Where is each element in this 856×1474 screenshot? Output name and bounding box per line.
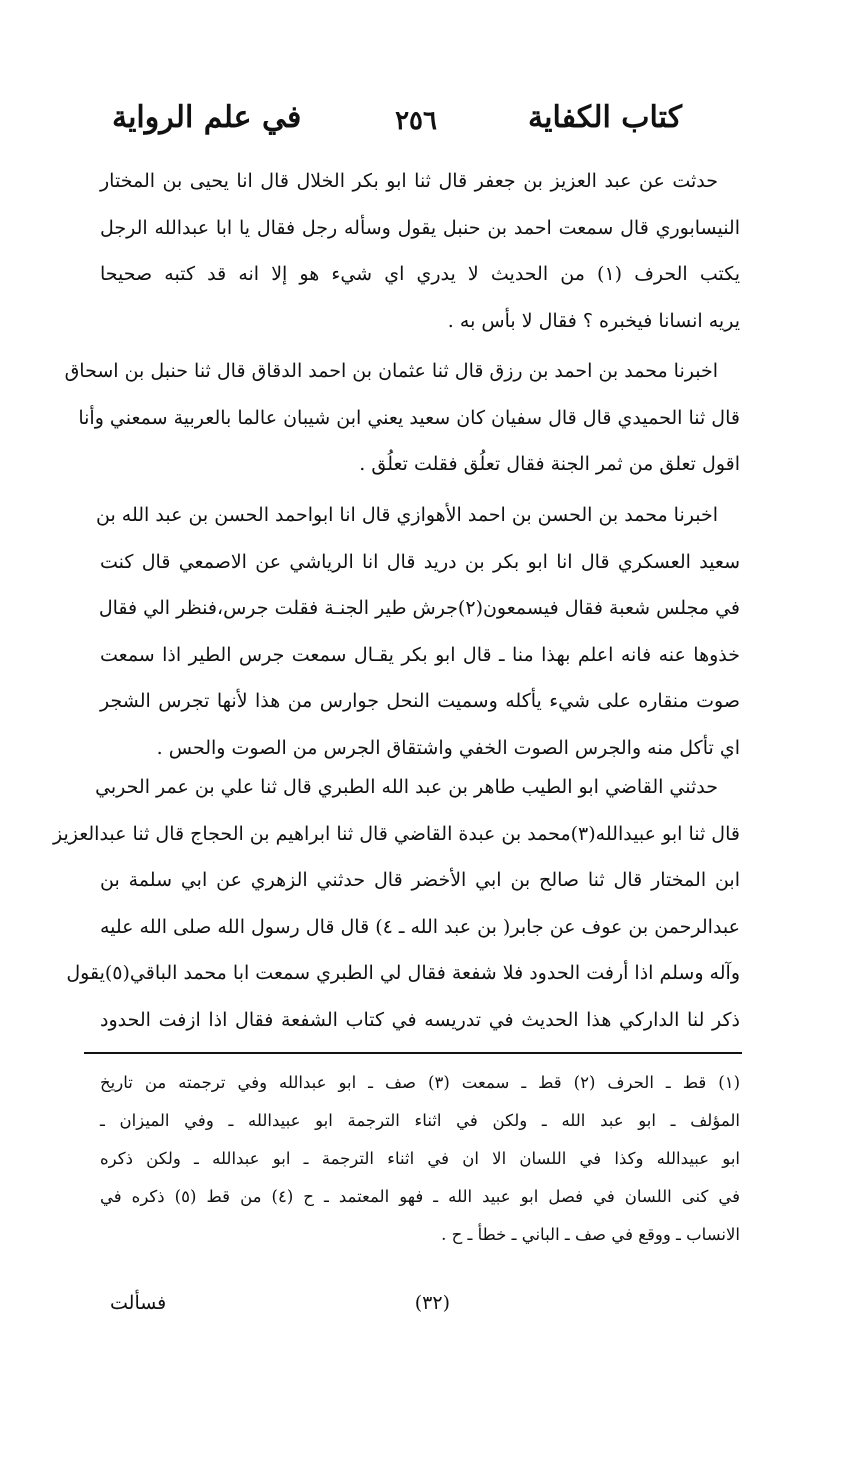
footnote-line: ابو عبيدالله وكذا في اللسان الا ان في اثناء الترجمة ـ ابو عبدالله ـ ولكن ذكره [100, 1149, 740, 1168]
text-line: خذوها عنه فانه اعلم بهذا منا ـ قال ابو بكر يقـال سمعت جرس الطير اذا سمعت [100, 643, 740, 666]
footnote-line: الانساب ـ ووقع في صف ـ الباني ـ خطأ ـ ح . [441, 1225, 740, 1244]
text-line: وآله وسلم اذا أرفت الحدود فلا شفعة فقال لي الطبري سمعت ابا محمد الباقي(٥)يقول [66, 962, 740, 984]
text-line: ذكر لنا الداركي هذا الحديث في تدريسه في كتاب الشفعة فقال اذا ازفت الحدود [100, 1008, 740, 1031]
text-line: حدثني القاضي ابو الطيب طاهر بن عبد الله الطبري قال ثنا علي بن عمر الحربي [95, 776, 718, 798]
text-line: اقول تعلق من ثمر الجنة فقال تعلُق فقلت تعلُق . [359, 453, 740, 475]
text-line: اخبرنا محمد بن احمد بن رزق قال ثنا عثمان بن احمد الدقاق قال ثنا حنبل بن اسحاق [64, 360, 718, 382]
text-line: قال ثنا الحميدي قال قال سفيان كان سعيد يعني ابن شيبان عالما بالعربية سمعني وأنا [78, 406, 740, 429]
footnote-line: في كنى اللسان في فصل ابو عبيد الله ـ فهو المعتمد ـ ح (٤) من قط (٥) ذكره في [100, 1187, 741, 1206]
text-line: حدثت عن عبد العزيز بن جعفر قال ثنا ابو بكر الخلال قال انا يحيى بن المختار [100, 170, 718, 192]
text-line: في مجلس شعبة فقال فيسمعون(٢)جرش طير الجنـة فقلت جرس،فنظر الي فقال [98, 597, 740, 619]
footnotes [100, 1064, 740, 1254]
footnote-line: المؤلف ـ ابو عبد الله ـ ولكن في اثناء الترجمة ابو عبيدالله ـ وفي الميزان ـ [100, 1111, 740, 1130]
text-line: يكتب الحرف (١) من الحديث لا يدري اي شيء هو إلا انه قد كتبه صحيحا [100, 263, 741, 285]
text-line: صوت منقاره على شيء يأكله وسميت النحل جوارس من هذا لأنها تجرس الشجر [100, 690, 740, 712]
running-header [112, 100, 682, 150]
text-line: قال ثنا ابو عبيدالله(٣)محمد بن عبدة القاضي قال ثنا ابراهيم بن الحجاج قال ثنا عبدالعزيز [52, 822, 740, 845]
book-subtitle: في علم الرواية [112, 100, 302, 135]
paragraph-3 [95, 492, 740, 771]
page-footer [110, 1292, 730, 1332]
text-line: اي تأكل منه والجرس الصوت الخفي واشتقاق الجرس من الصوت والحس . [156, 736, 740, 759]
catchword: فسألت [110, 1292, 167, 1314]
paragraph-2 [64, 348, 740, 488]
paragraph-1 [100, 158, 740, 344]
footnote-line: (١) قط ـ الحرف (٢) قط ـ سمعت (٣) صف ـ ابو عبدالله وفي ترجمته من تاريخ [100, 1073, 741, 1092]
signature-mark: (٣٢) [414, 1292, 450, 1314]
text-line: ابن المختار قال ثنا صالح بن ابي الأخضر قال حدثني الزهري عن ابي سلمة بن [100, 869, 740, 891]
footnote-divider [84, 1052, 742, 1054]
page-number: ٢٥٦ [395, 106, 437, 136]
text-line: عبدالرحمن بن عوف عن جابر( بن عبد الله ـ ٤) قال قال رسول الله صلى الله عليه [99, 915, 740, 938]
book-title: كتاب الكفاية [528, 100, 682, 135]
text-line: يريه انسانا فيخبره ؟ فقال لا بأس به . [447, 309, 740, 332]
text-line: النيسابوري قال سمعت احمد بن حنبل يقول وسأله رجل فقال يا ابا عبدالله الرجل [100, 216, 740, 239]
text-line: اخبرنا محمد بن الحسن بن احمد الأهوازي قال انا ابواحمد الحسن بن عبد الله بن [95, 504, 718, 526]
text-line: سعيد العسكري قال انا ابو بكر بن دريد قال انا الرياشي عن الاصمعي قال كنت [100, 550, 740, 573]
paragraph-4 [52, 764, 740, 1043]
